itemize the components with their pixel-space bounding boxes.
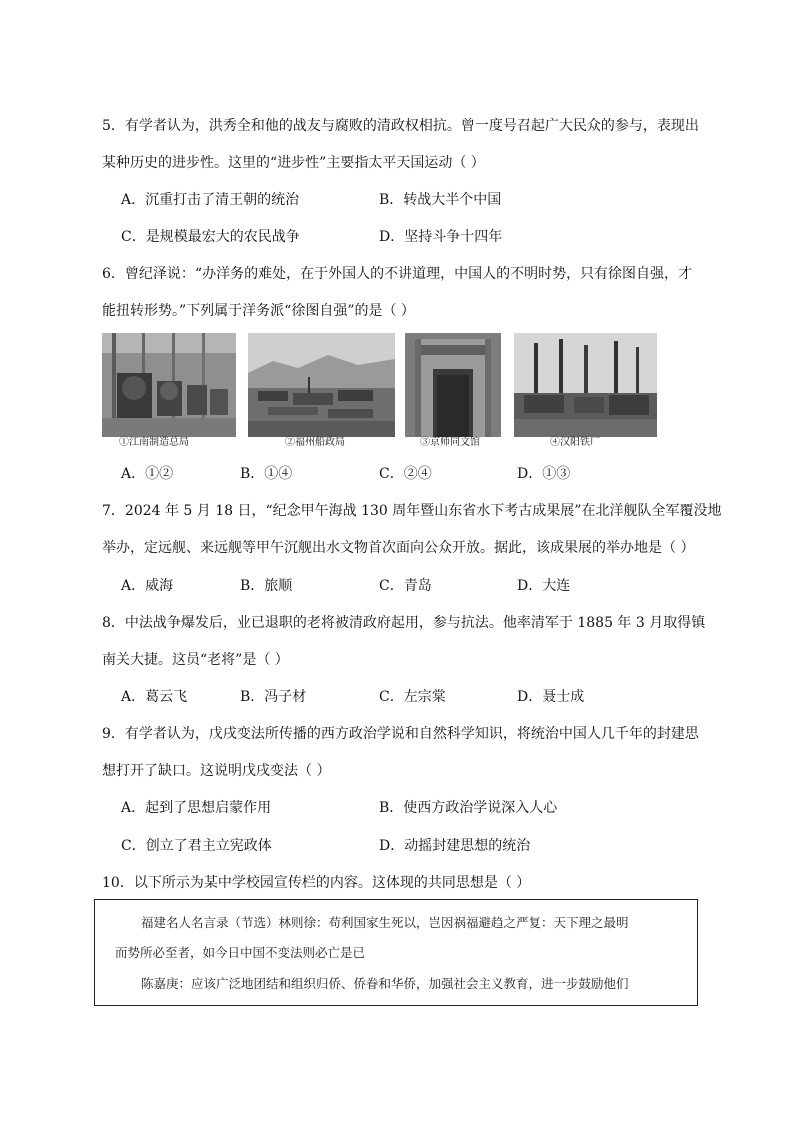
q9-option-b: B．使西方政治学说深入人心 [379,800,558,816]
q9-stem-line1: 9．有学者认为，戊戌变法所传播的西方政治学说和自然科学知识，将统治中国人几千年的封建思 [102,726,699,742]
q9-option-d: D．动摇封建思想的统治 [379,838,531,854]
q6-caption-1: ①江南制造总局 [119,437,189,448]
q10-stem: 10．以下所示为某中学校园宣传栏的内容。这体现的共同思想是（ ） [102,875,531,891]
board-line-1: 福建名人名言录（节选）林则徐：苟利国家生死以，岂因祸福避趋之严复：天下理之最明 [141,915,629,930]
q6-option-c: C．②④ [379,466,432,482]
q5-stem-line1: 5．有学者认为，洪秀全和他的战友与腐败的清政权相抗。曾一度号召起广大民众的参与，表现出 [102,118,699,134]
q8-option-d: D．聂士成 [517,689,585,705]
school-board-box [94,899,698,1006]
q7-option-a: A．威海 [121,578,174,594]
q8-stem-line1: 8．中法战争爆发后，业已退职的老将被清政府起用，参与抗法。他率清军于 1885 年 3 月取得镇 [102,615,706,631]
q7-option-b: B．旅顺 [240,578,293,594]
q8-option-c: C．左宗棠 [379,689,446,705]
q7-option-d: D．大连 [517,578,571,594]
board-line-3: 陈嘉庚：应该广泛地团结和组织归侨、侨眷和华侨，加强社会主义教育，进一步鼓励他们 [141,976,629,991]
photo-fuzhou-shipyard [248,333,395,437]
q5-stem-line2: 某种历史的进步性。这里的“进步性”主要指太平天国运动（ ） [102,155,485,171]
q6-option-d: D．①③ [517,466,571,482]
q8-option-a: A．葛云飞 [121,689,188,705]
q5-option-c: C．是规模最宏大的农民战争 [121,229,300,245]
q6-stem-line2: 能扭转形势。”下列属于洋务派“徐图自强”的是（ ） [102,303,415,319]
q7-stem-line1: 7．2024 年 5 月 18 日，“纪念甲午海战 130 周年暨山东省水下考古成果展”在北洋舰队全军覆没地 [102,503,722,519]
photo-jiangnan-arsenal [102,333,236,437]
q9-option-a: A．起到了思想启蒙作用 [121,800,272,816]
q9-option-c: C．创立了君主立宪政体 [121,838,272,854]
q6-stem-line1: 6．曾纪泽说：“办洋务的难处，在于外国人的不讲道理，中国人的不明时势，只有徐图自强，才 [102,266,693,282]
q6-caption-3: ③京师同文馆 [420,437,480,448]
q6-caption-4: ④汉阳铁厂 [550,437,600,448]
q5-option-b: B．转战大半个中国 [379,192,502,208]
q8-stem-line2: 南关大捷。这员“老将”是（ ） [102,652,289,668]
q7-option-c: C．青岛 [379,578,432,594]
photo-hanyang-ironworks [514,333,657,437]
q5-option-d: D．坚持斗争十四年 [379,229,503,245]
q9-stem-line2: 想打开了缺口。这说明戊戌变法（ ） [102,763,331,779]
q5-option-a: A．沉重打击了清王朝的统治 [121,192,300,208]
q7-stem-line2: 举办，定远舰、来远舰等甲午沉舰出水文物首次面向公众开放。据此，该成果展的举办地是（ ） [102,540,695,556]
photo-tongwen-guan [405,333,501,437]
q6-option-b: B．①④ [240,466,293,482]
board-line-2: 而势所必至者，如今日中国不变法则必亡是已 [115,945,366,960]
q6-option-a: A．①② [121,466,174,482]
q6-caption-2: ②福州船政局 [285,437,345,448]
q8-option-b: B．冯子材 [240,689,307,705]
